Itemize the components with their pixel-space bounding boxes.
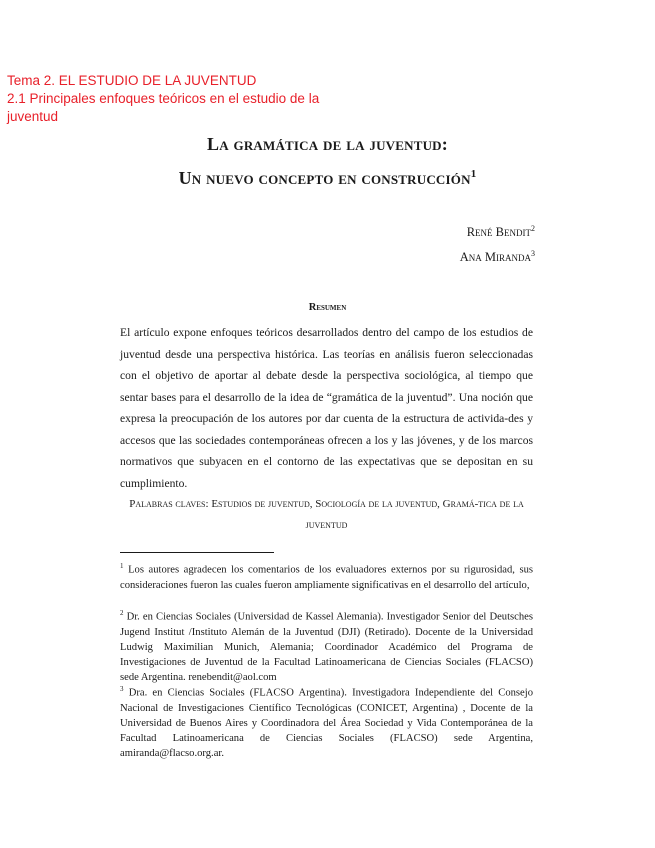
author-2-footnote-mark: 3 [531, 249, 535, 258]
author-1-footnote-mark: 2 [531, 224, 535, 233]
footnote-3 [120, 682, 533, 762]
abstract-heading: Resumen [308, 302, 347, 313]
author-2 [460, 249, 535, 265]
title-footnote-mark: 1 [470, 168, 477, 180]
footnote-1-mark: 1 [120, 562, 124, 570]
footnote-1-text: Los autores agradecen los comentarios de los evaluadores externos por su rigurosidad, sus consideraciones fueron las cuales fueron ampliamente significativas en el desarrollo del artículo, [120, 564, 534, 591]
footnote-3-mark: 3 [120, 685, 124, 693]
author-1 [467, 224, 535, 240]
author-2-name: Ana Miranda [459, 250, 531, 265]
article-title-line-1: La gramática de la juventud: [207, 134, 448, 154]
footnote-2 [120, 606, 533, 686]
topic-line-2: 2.1 Principales enfoques teóricos en el estudio de la juventud [7, 91, 320, 124]
topic-header [7, 72, 347, 126]
footnote-2-text: Dr. en Ciencias Sociales (Universidad de Kassel Alemania). Investigador Senior del Deutsches Jugend Institut /Instituto Alemán de la Juventud (DJI) (Retirado). Docente de la Universidad Ludwig Maximilian Munich, Alemania; Coordinador Académico del Programa de Investigaciones de Juventud de la Facultad Latinoamericana de Ciencias Sociales (FLACSO) sede Argentina. renebendit@aol.com [120, 611, 533, 684]
article-title-line-2 [0, 168, 655, 189]
article-title-text: Un nuevo concepto en construcción [178, 168, 471, 188]
footnote-3-text: Dra. en Ciencias Sociales (FLACSO Argentina). Investigadora Independiente del Consejo Nacional de Investigaciones Científico Tecnológicas (CONICET, Argentina) , Docente de la Universidad de Buenos Aires y Coordinadora del Área Sociedad y Vida Contemporánea de la Facultad Latinoamericana de Ciencias Sociales (FLACSO) sede Argentina, amiranda@flacso.org.ar. [120, 687, 533, 760]
footnote-divider [120, 552, 274, 553]
topic-line-1: Tema 2. EL ESTUDIO DE LA JUVENTUD [7, 73, 257, 88]
keywords: Palabras claves: Estudios de juventud, Sociología de la juventud, Gramá-tica de la juventud [129, 498, 524, 531]
author-1-name: René Bendit [466, 225, 531, 240]
abstract-body: El artículo expone enfoques teóricos desarrollados dentro del campo de los estudios de juventud desde una perspectiva histórica. Las teorías en análisis fueron seleccionadas con el objetivo de aportar al debate desde la perspectiva sociológica, al tiempo que sentar bases para el desarrollo de la idea de “gramática de la juventud”. Una noción que expresa la preocupación de los autores por dar cuenta de la estructura de activida-des y accesos que las sociedades contemporáneas ofrecen a los y las jóvenes, y de los marcos normativos que subyacen en el contorno de las expectativas que se depositan en su cumplimiento. [120, 326, 533, 490]
footnote-1 [120, 559, 533, 593]
footnote-2-mark: 2 [120, 609, 124, 617]
